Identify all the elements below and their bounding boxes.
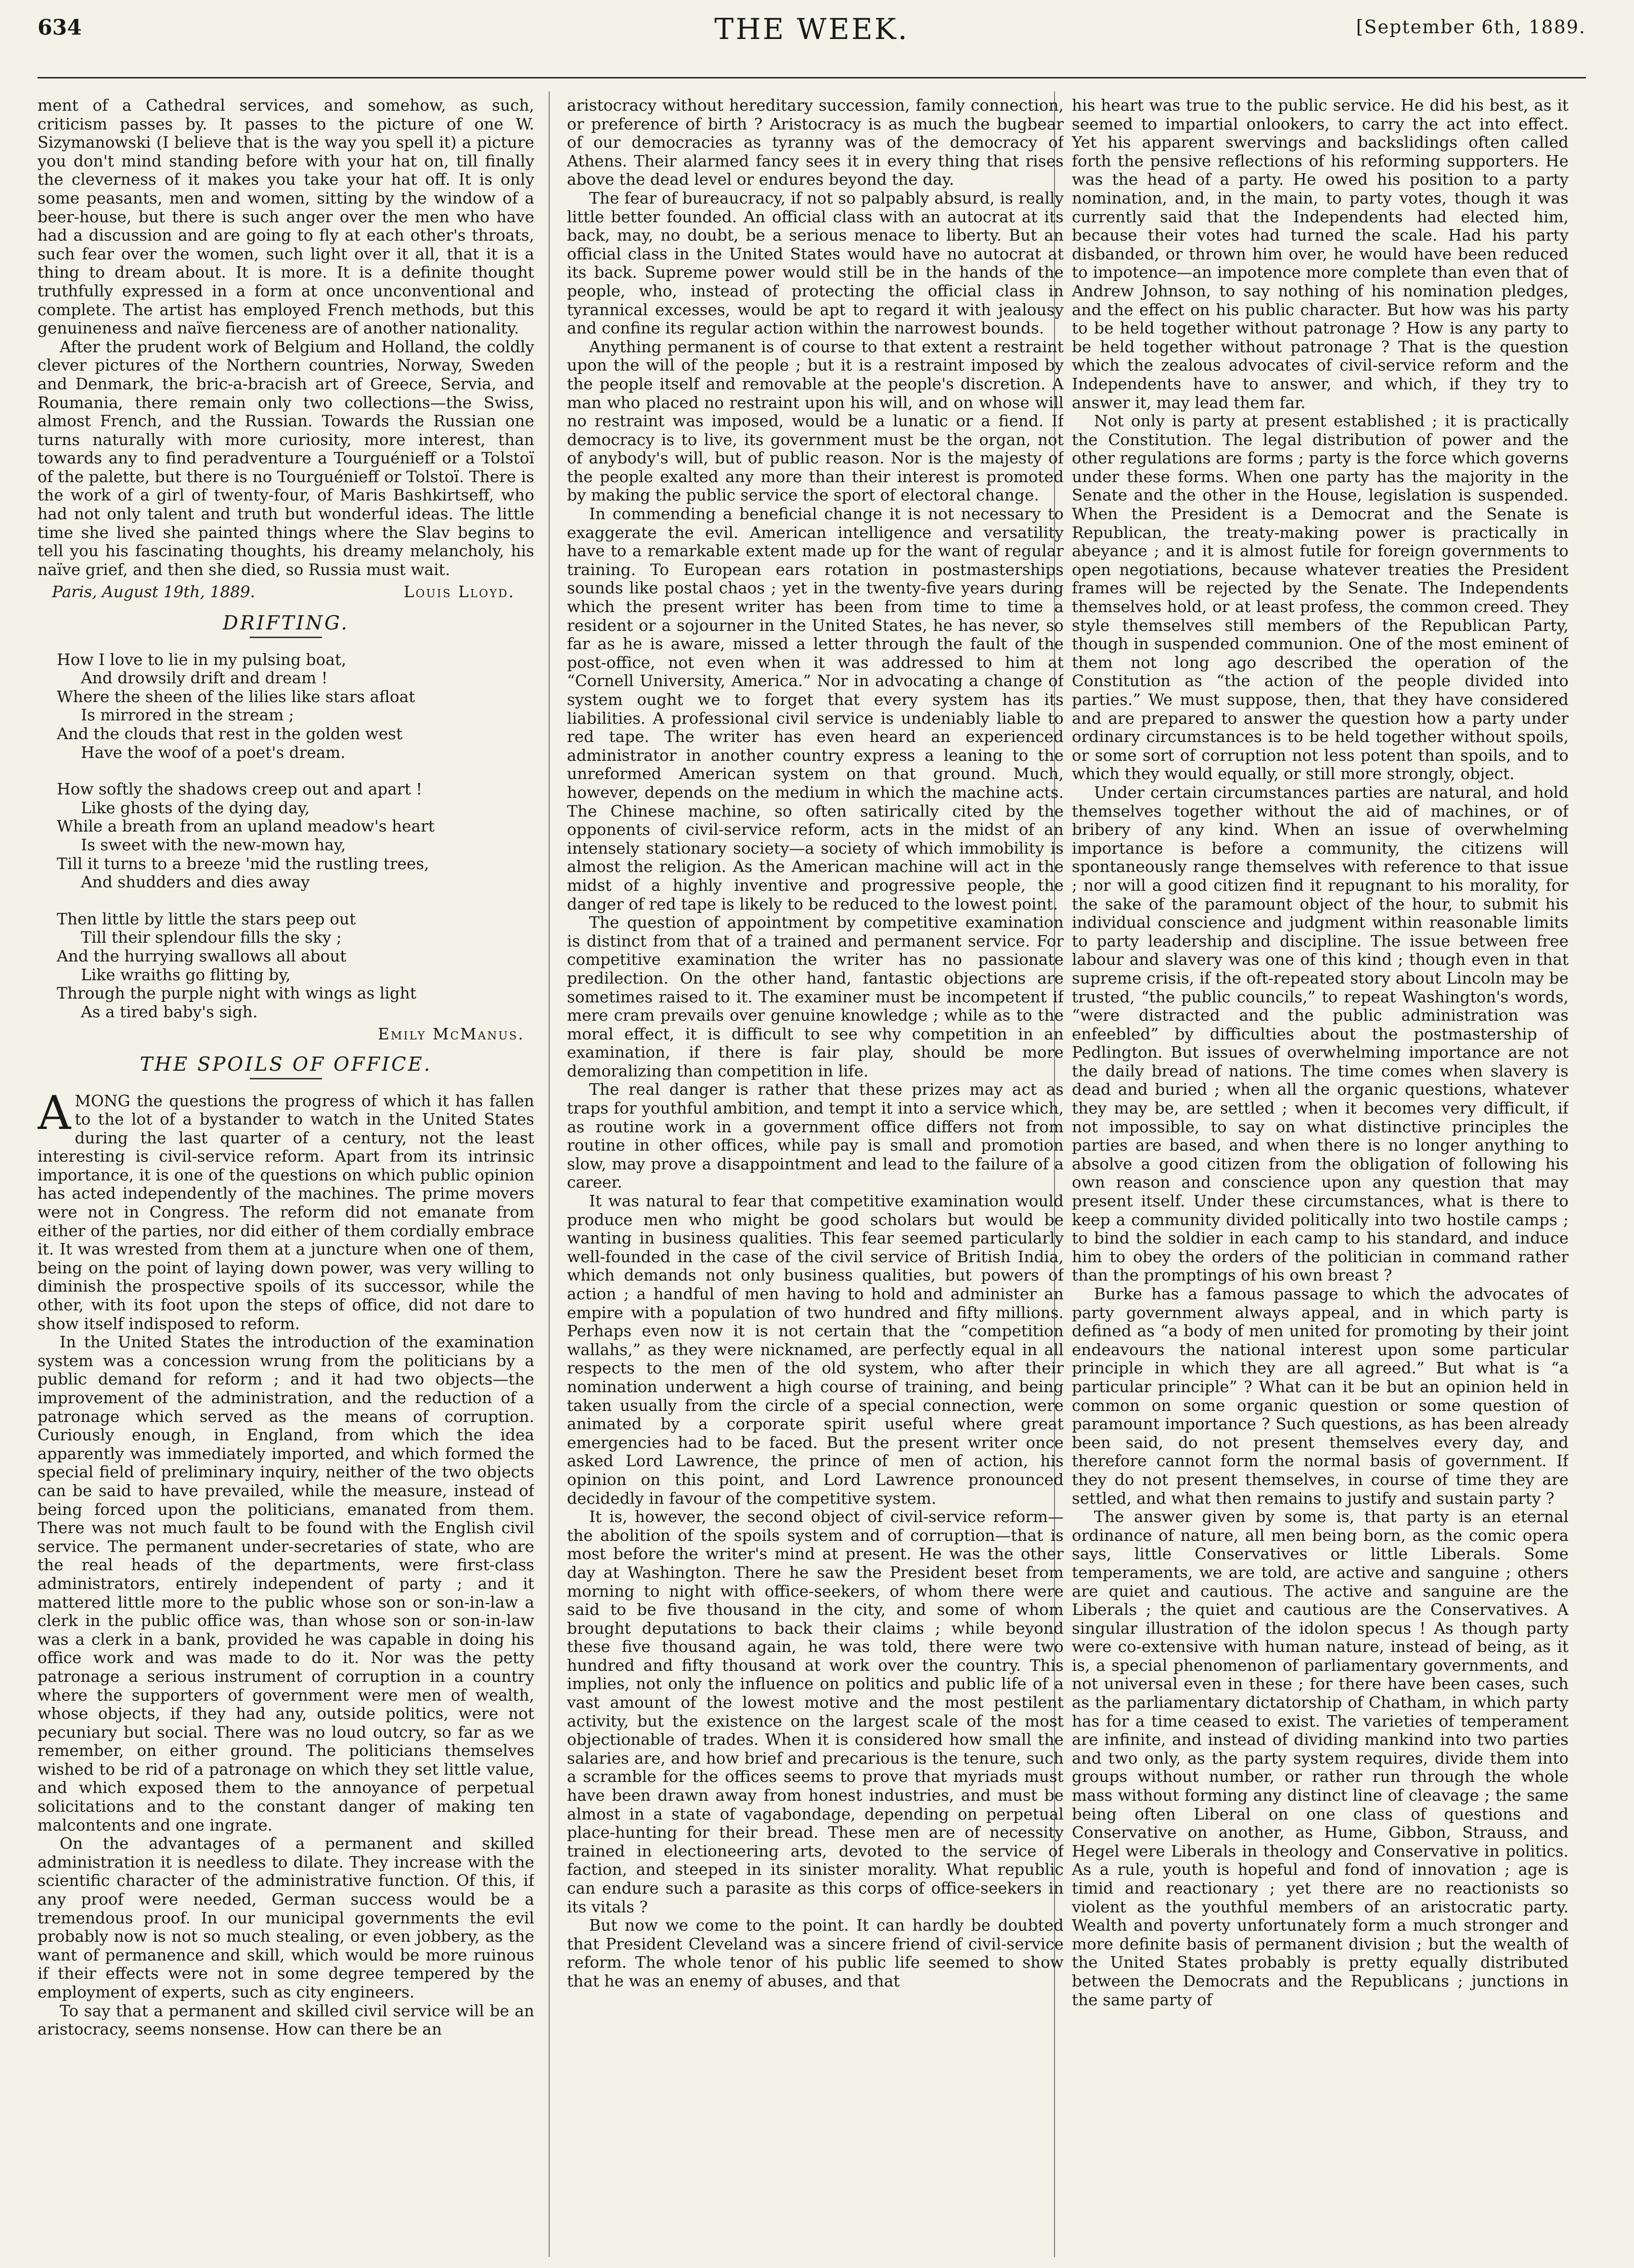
article-paragraph: In the United States the introduction of the examination system was a concession wrung from the politicians by a public demand for reform ; and it had two objects—the improvement of the administration, and the reduction of a patronage which served as the means of corruption. Curiously enough, in England, from which the idea apparently was immediately imported, and which formed the special field of preliminary inquiry, neither of the two objects can be said to have prevailed, while the measure, instead of being forced upon the politicians, emanated from them. There was not much fault to be found with the English civil service. The permanent under-secretaries of state, who are the real heads of the departments, were first-class administrators, entirely independent of party ; and it mattered little more to the public whose son or son-in-law a clerk in the public office was, than whose son or son-in-law was a clerk in a bank, provided he was capable in doing his office work and was made to do it. Nor was the petty patronage a serious instrument of corruption in a country where the supporters of government were men of wealth, whose objects, if they had any, outside politics, were not pecuniary but social. There was no loud outcry, so far as we remember, on either ground. The politicians themselves wished to be rid of a patronage on which they set little value, and which exposed them to the annoyance of perpetual solicitations and to the constant danger of making ten malcontents and one ingrate. — [38, 1333, 534, 1834]
journal-title: THE WEEK. — [714, 13, 909, 46]
article-paragraph: The fear of bureaucracy, if not so palpably absurd, is really little better founded. An official class with an autocrat at its back, may, no doubt, be a serious menace to liberty. But an official class in the United States would have no autocrat at its back. Supreme power would still be in the hands of the people, who, instead of protecting the official class in tyrannical excesses, would be apt to regard it with jealousy and confine its regular action within the narrowest bounds. — [567, 189, 1064, 338]
poem-line: And the clouds that rest in the golden west — [57, 725, 403, 743]
title-rule — [250, 637, 322, 638]
column-2 — [567, 96, 1064, 2252]
title-rule — [250, 1078, 322, 1079]
poem-line: How I love to lie in my pulsing boat, — [57, 650, 347, 669]
poem-line: How softly the shadows creep out and apart ! — [57, 780, 423, 799]
poem-line: Till it turns to a breeze 'mid the rustling trees, — [57, 854, 429, 873]
poem-line: And drowsily drift and dream ! — [81, 669, 328, 688]
article-paragraph: To say that a permanent and skilled civil service will be an aristocracy, seems nonsense. How can there be an — [38, 2001, 534, 2039]
page-header — [38, 5, 1586, 78]
poem-line: Like ghosts of the dying day, — [81, 798, 310, 817]
lead-paragraph-text: MONG the questions the progress of which it has fallen to the lot of a bystander to watch in the United States during the last quarter of a century, not the least interesting is civil-service reform. Apart from its intrinsic importance, it is one of the questions on which public opinion has acted independently of the machines. The prime movers were not in Congress. The reform did not emanate from either of the parties, nor did either of them cordially embrace it. It was wrested from them at a juncture when one of them, being on the point of laying down power, was very willing to diminish the prospective spoils of its successor, while the other, with its foot upon the steps of office, did not dare to show itself indisposed to reform. — [38, 1091, 534, 1333]
column-1 — [38, 96, 534, 2252]
article-paragraph: Anything permanent is of course to that extent a restraint upon the will of the people ; but it is a restraint imposed by the people itself and removable at the people's discretion. A man who placed no restraint upon his will, and on whose will no restraint was imposed, would be a lunatic or a fiend. If democracy is to live, its government must be the organ, not of anybody's will, but of public reason. Nor is the majesty of the people exalted any more than their interest is promoted by making the public service the sport of electoral change. — [567, 337, 1064, 505]
article-paragraph: It was natural to fear that competitive examination would produce men who might be good scholars but would be wanting in business qualities. This fear seemed particularly well-founded in the case of the civil service of British India, which demands not only business qualities, but powers of action ; a handful of men having to hold and administer an empire with a population of two hundred and fifty millions. Perhaps even now it is not certain that the “competition wallahs,” as they were nicknamed, are perfectly equal in all respects to the men of the old system, who after their nomination underwent a high course of training, and being taken usually from the circle of a special connection, were animated by a corporate spirit useful where great emergencies had to be faced. But the present writer once asked Lord Lawrence, the prince of men of action, his opinion on this point, and Lord Lawrence pronounced decidedly in favour of the competitive system. — [567, 1192, 1064, 1508]
issue-date: [September 6th, 1889. — [1356, 16, 1586, 38]
article-paragraph: But now we come to the point. It can hardly be doubted that President Cleveland was a sincere friend of civil-service reform. The whole tenor of his public life seemed to show that he was an enemy of abuses, and that — [567, 1916, 1064, 1990]
poem-line: Is mirrored in the stream ; — [81, 706, 294, 725]
poem-author: Emily McManus. — [377, 1025, 525, 1044]
article-title: THE SPOILS OF OFFICE. — [140, 1053, 432, 1076]
poem-stanza — [57, 651, 534, 762]
article-paragraph: The real danger is rather that these prizes may act as traps for youthful ambition, and tempt it into a service which, as routine work in a government office differs not from routine in other offices, while pay is small and promotion slow, may prove a disappointment and lead to the failure of a career. — [567, 1080, 1064, 1192]
article-paragraph: aristocracy without hereditary succession, family connection, or preference of birth ? Aristocracy is as much the bugbear of our democracies as tyranny was of the democracy of Athens. Their alarmed fancy sees it in every thing that rises above the dead level or endures beyond the day. — [567, 96, 1064, 189]
poem-line: Have the woof of a poet's dream. — [81, 743, 346, 762]
dateline-place-date: Paris, August 19th, 1889. — [52, 583, 256, 602]
article-paragraph: In commending a beneficial change it is not necessary to exaggerate the evil. American intelligence and versatility have to a remarkable extent made up for the want of regular training. To European ears rotation in postmasterships sounds like postal chaos ; yet in the twenty-five years during which the present writer has been from time to time a resident or a sojourner in the United States, he has never, so far as he is aware, missed a letter through the fault of the post-office, not even when it was addressed to him at “Cornell University, America.” Nor in advocating a change of system ought we to forget that every system has its liabilities. A professional civil service is undeniably liable to red tape. The writer has even heard an experienced administrator in another country express a leaning to the unreformed American system on that ground. Much, however, depends on the medium in which the machine acts. The Chinese machine, so often satirically cited by the opponents of civil-service reform, acts in the midst of an intensely stationary society—a society of which immobility is almost the religion. As the American machine will act in the midst of a highly inventive and progressive people, the danger of red tape is likely to be reduced to the lowest point. — [567, 505, 1064, 913]
poem-stanza — [57, 780, 534, 892]
poem-line: Through the purple night with wings as light — [57, 984, 416, 1003]
poem-line: Where the sheen of the lilies like stars afloat — [57, 687, 415, 706]
art-paragraph: After the prudent work of Belgium and Holland, the coldly clever pictures of the Northern countries, Norway, Sweden and Denmark, the bric-a-bracish art of Greece, Servia, and Roumania, there remain only two collections—the Swiss, almost French, and the Russian. Towards the Russian one turns naturally with more curiosity, more interest, than towards any to find peradventure a Tourguénieff or a Tolstoï of the palette, but there is no Tourguénieff or Tolstoï. There is the work of a girl of twenty-four, of Maris Bashkirtseff, who had not only talent and truth but wonderful ideas. The little time she lived she painted things where the Slav begins to tell you his fascinating thoughts, his dreamy melancholy, his naïve grief, and then she died, so Russia must wait. — [38, 337, 534, 579]
article-author: Louis Lloyd. — [403, 583, 515, 602]
poem-line: While a breath from an upland meadow's heart — [57, 817, 435, 836]
poem-line: Is sweet with the new-mown hay, — [81, 835, 346, 854]
poem-line: As a tired baby's sigh. — [81, 1002, 258, 1021]
drop-cap: A — [38, 1086, 71, 1140]
article-paragraph: Not only is party at present established ; it is practically the Constitution. The legal distribution of power and the other regulations are forms ; party is the force which governs under these forms. When one party has the majority in the Senate and the other in the House, legislation is suspended. When the President is a Democrat and the Senate is Republican, the treaty-making power is practically in abeyance ; and it is almost futile for foreign governments to open negotiations, because whatever treaties the President frames will be rejected by the Senate. The Independents themselves hold, or at least profess, the common creed. They style themselves still members of the Republican Party, though in suspended communion. One of the most eminent of them not long ago described the operation of the Constitution as “the action of the people divided into parties.” We must suppose, then, that they have considered and are prepared to answer the question how a party under ordinary circumstances is to be held together without spoils, or some sort of corruption not less potent than spoils, and to which they would equally, or still more strongly, object. — [1072, 412, 1569, 783]
poem-line: Like wraiths go flitting by, — [81, 965, 291, 984]
poem-line: And shudders and dies away — [81, 873, 310, 892]
article-paragraph: It is, however, the second object of civil-service reform—the abolition of the spoils system and of corruption—that is most before the writer's mind at present. He was the other day at Washington. There he saw the President beset from morning to night with office-seekers, of whom there were said to be five thousand in the city, and some of whom brought deputations to back their claims ; while beyond these five thousand again, he was told, there were two hundred and fifty thousand at work over the country. This implies, not only the influence on politics and public life of a vast amount of the lowest motive and the most pestilent activity, but the existence on the largest scale of the most objectionable of trades. When it is considered how small the salaries are, and how brief and precarious is the tenure, such a scramble for the offices seems to prove that myriads must have been drawn away from honest industries, and must be almost in a state of vagabondage, depending on perpetual place-hunting for their bread. These men are of necessity trained in electioneering arts, devoted to the service of faction, and steeped in its sinister morality. What republic can endure such a parasite as this corps of office-seekers in its vitals ? — [567, 1508, 1064, 1916]
art-dateline — [38, 583, 534, 602]
column-divider — [549, 91, 550, 2257]
article-paragraph: Under certain circumstances parties are natural, and hold themselves together without the aid of machines, or of bribery of any kind. When an issue of overwhelming importance is before a community, the citizens will spontaneously range themselves with reference to that issue ; nor will a good citizen find it repugnant to his morality, for the sake of the paramount object of the hour, to submit his individual conscience and judgment within reasonable limits to party leadership and discipline. The issue between free labour and slavery was one of this kind ; though even in that supreme crisis, if the oft-repeated story about Lincoln may be trusted, “the public councils,” to repeat Washington's words, “were distracted and the public administration was enfeebled” by difficulties about the postmastership of Pedlington. But issues of overwhelming importance are not the daily bread of nations. The time comes when slavery is dead and buried ; when all the organic questions, whatever they may be, are settled ; when it becomes very difficult, if not impossible, to say on what distinctive principles the parties are based, and when there is no longer anything to absolve a good citizen from the obligation of following his own reason and conscience upon any question that may present itself. Under these circumstances, what is there to keep a community divided politically into two hostile camps ; to bind the soldier in each camp to his standard, and induce him to obey the orders of the politician in command rather than the promptings of his own breast ? — [1072, 783, 1569, 1285]
poem-line: And the hurrying swallows all about — [57, 947, 347, 965]
article-paragraph: his heart was true to the public service. He did his best, as it seemed to impartial onlookers, to carry the act into effect. Yet his apparent swervings and backslidings often called forth the pensive reflections of his reforming supporters. He was the head of a party. He owed his position to a party nomination, and, in the main, to party votes, though it was currently said that the Independents had elected him, because their votes had turned the scale. Had his party disbanded, or thrown him over, he would have been reduced to impotence—an impotence more complete than even that of Andrew Johnson, to say nothing of his nomination pledges, and the effect on his public character. But how was his party to be held together without patronage ? How is any party to be held together without patronage ? That is the question which the zealous advocates of civil-service reform and the Independents have to answer, and which, if they try to answer it, may lead them far. — [1072, 96, 1569, 412]
article-paragraph: The question of appointment by competitive examination is distinct from that of a trained and permanent service. For competitive examination the writer has no passionate predilection. On the other hand, fantastic objections are sometimes raised to it. The examiner must be incompetent if mere cram prevails over genuine knowledge ; while as to the moral effect, it is difficult to see why competition in an examination, if there is fair play, should be more demoralizing than competition in life. — [567, 913, 1064, 1080]
poem-title: DRIFTING. — [222, 612, 349, 635]
poem-stanza — [57, 910, 534, 1022]
poem-line: Then little by little the stars peep out — [57, 910, 356, 928]
poem — [38, 651, 534, 1022]
article-paragraph: On the advantages of a permanent and skilled administration it is needless to dilate. They increase with the scientific character of the administrative function. Of this, if any proof were needed, German success would be a tremendous proof. In our municipal governments the evil probably now is not so much stealing, or even jobbery, as the want of permanence and skill, which would be more ruinous if their effects were not in some degree tempered by the employment of experts, such as city engineers. — [38, 1834, 534, 2001]
article-paragraph: The answer given by some is, that party is an eternal ordinance of nature, all men being born, as the comic opera says, little Conservatives or little Liberals. Some temperaments, we are told, are active and sanguine ; others are quiet and cautious. The active and sanguine are the Liberals ; the quiet and cautious are the Conservatives. A singular illustration of the idolon specus ! As though party were co-extensive with human nature, instead of being, as it is, a special phenomenon of parliamentary governments, and not universal even in these ; for there have been cases, such as the parliamentary dictatorship of Chatham, in which party has for a time ceased to exist. The varieties of temperament are infinite, and instead of dividing mankind into two parties and two only, as the party system requires, divide them into groups without number, or rather run through the whole mass without forming any distinct line of cleavage ; the same being often Liberal on one class of questions and Conservative on another, as Hume, Gibbon, Strauss, and Hegel were Liberals in theology and Conservative in politics. As a rule, youth is hopeful and fond of innovation ; age is timid and reactionary ; yet there are no reactionists so violent as the youthful members of an aristocratic party. Wealth and poverty unfortunately form a much stronger and more definite basis of permanent division ; but the wealth of the United States probably is pretty equally distributed between the Democrats and the Republicans ; junctions in the same party of — [1072, 1508, 1569, 2009]
column-3 — [1072, 96, 1569, 2252]
page-number: 634 — [38, 15, 82, 40]
poem-line: Till their splendour fills the sky ; — [81, 928, 342, 947]
article-lead-paragraph — [38, 1086, 534, 1333]
article-paragraph: Burke has a famous passage to which the advocates of party government always appeal, and in which party is defined as “a body of men united for promoting by their joint endeavours the national interest upon some particular principle in which they are all agreed.” But what is “a particular principle” ? What can it be but an opinion held in common on some organic question or some question of paramount importance ? Such questions, as has been already been said, do not present themselves every day, and therefore cannot form the normal basis of government. If they do not present themselves, in course of time they are settled, and what then remains to justify and sustain party ? — [1072, 1285, 1569, 1508]
art-paragraph: ment of a Cathedral services, and somehow, as such, criticism passes by. It passes to the picture of one W. Sizymanowski (I believe that is the way you spell it) a picture you don't mind standing before with your hat on, till finally the cleverness of it makes you take your hat off. It is only some peasants, men and women, sitting by the window of a beer-house, but there is such anger over the men who have had a discussion and are going to fly at each other's throats, such fear over the women, such light over it all, that it is a thing to dream about. It is more. It is a definite thought truthfully expressed in a form at once unconventional and complete. The artist has employed French methods, but this genuineness and naïve fierceness are of another nationality. — [38, 96, 534, 338]
